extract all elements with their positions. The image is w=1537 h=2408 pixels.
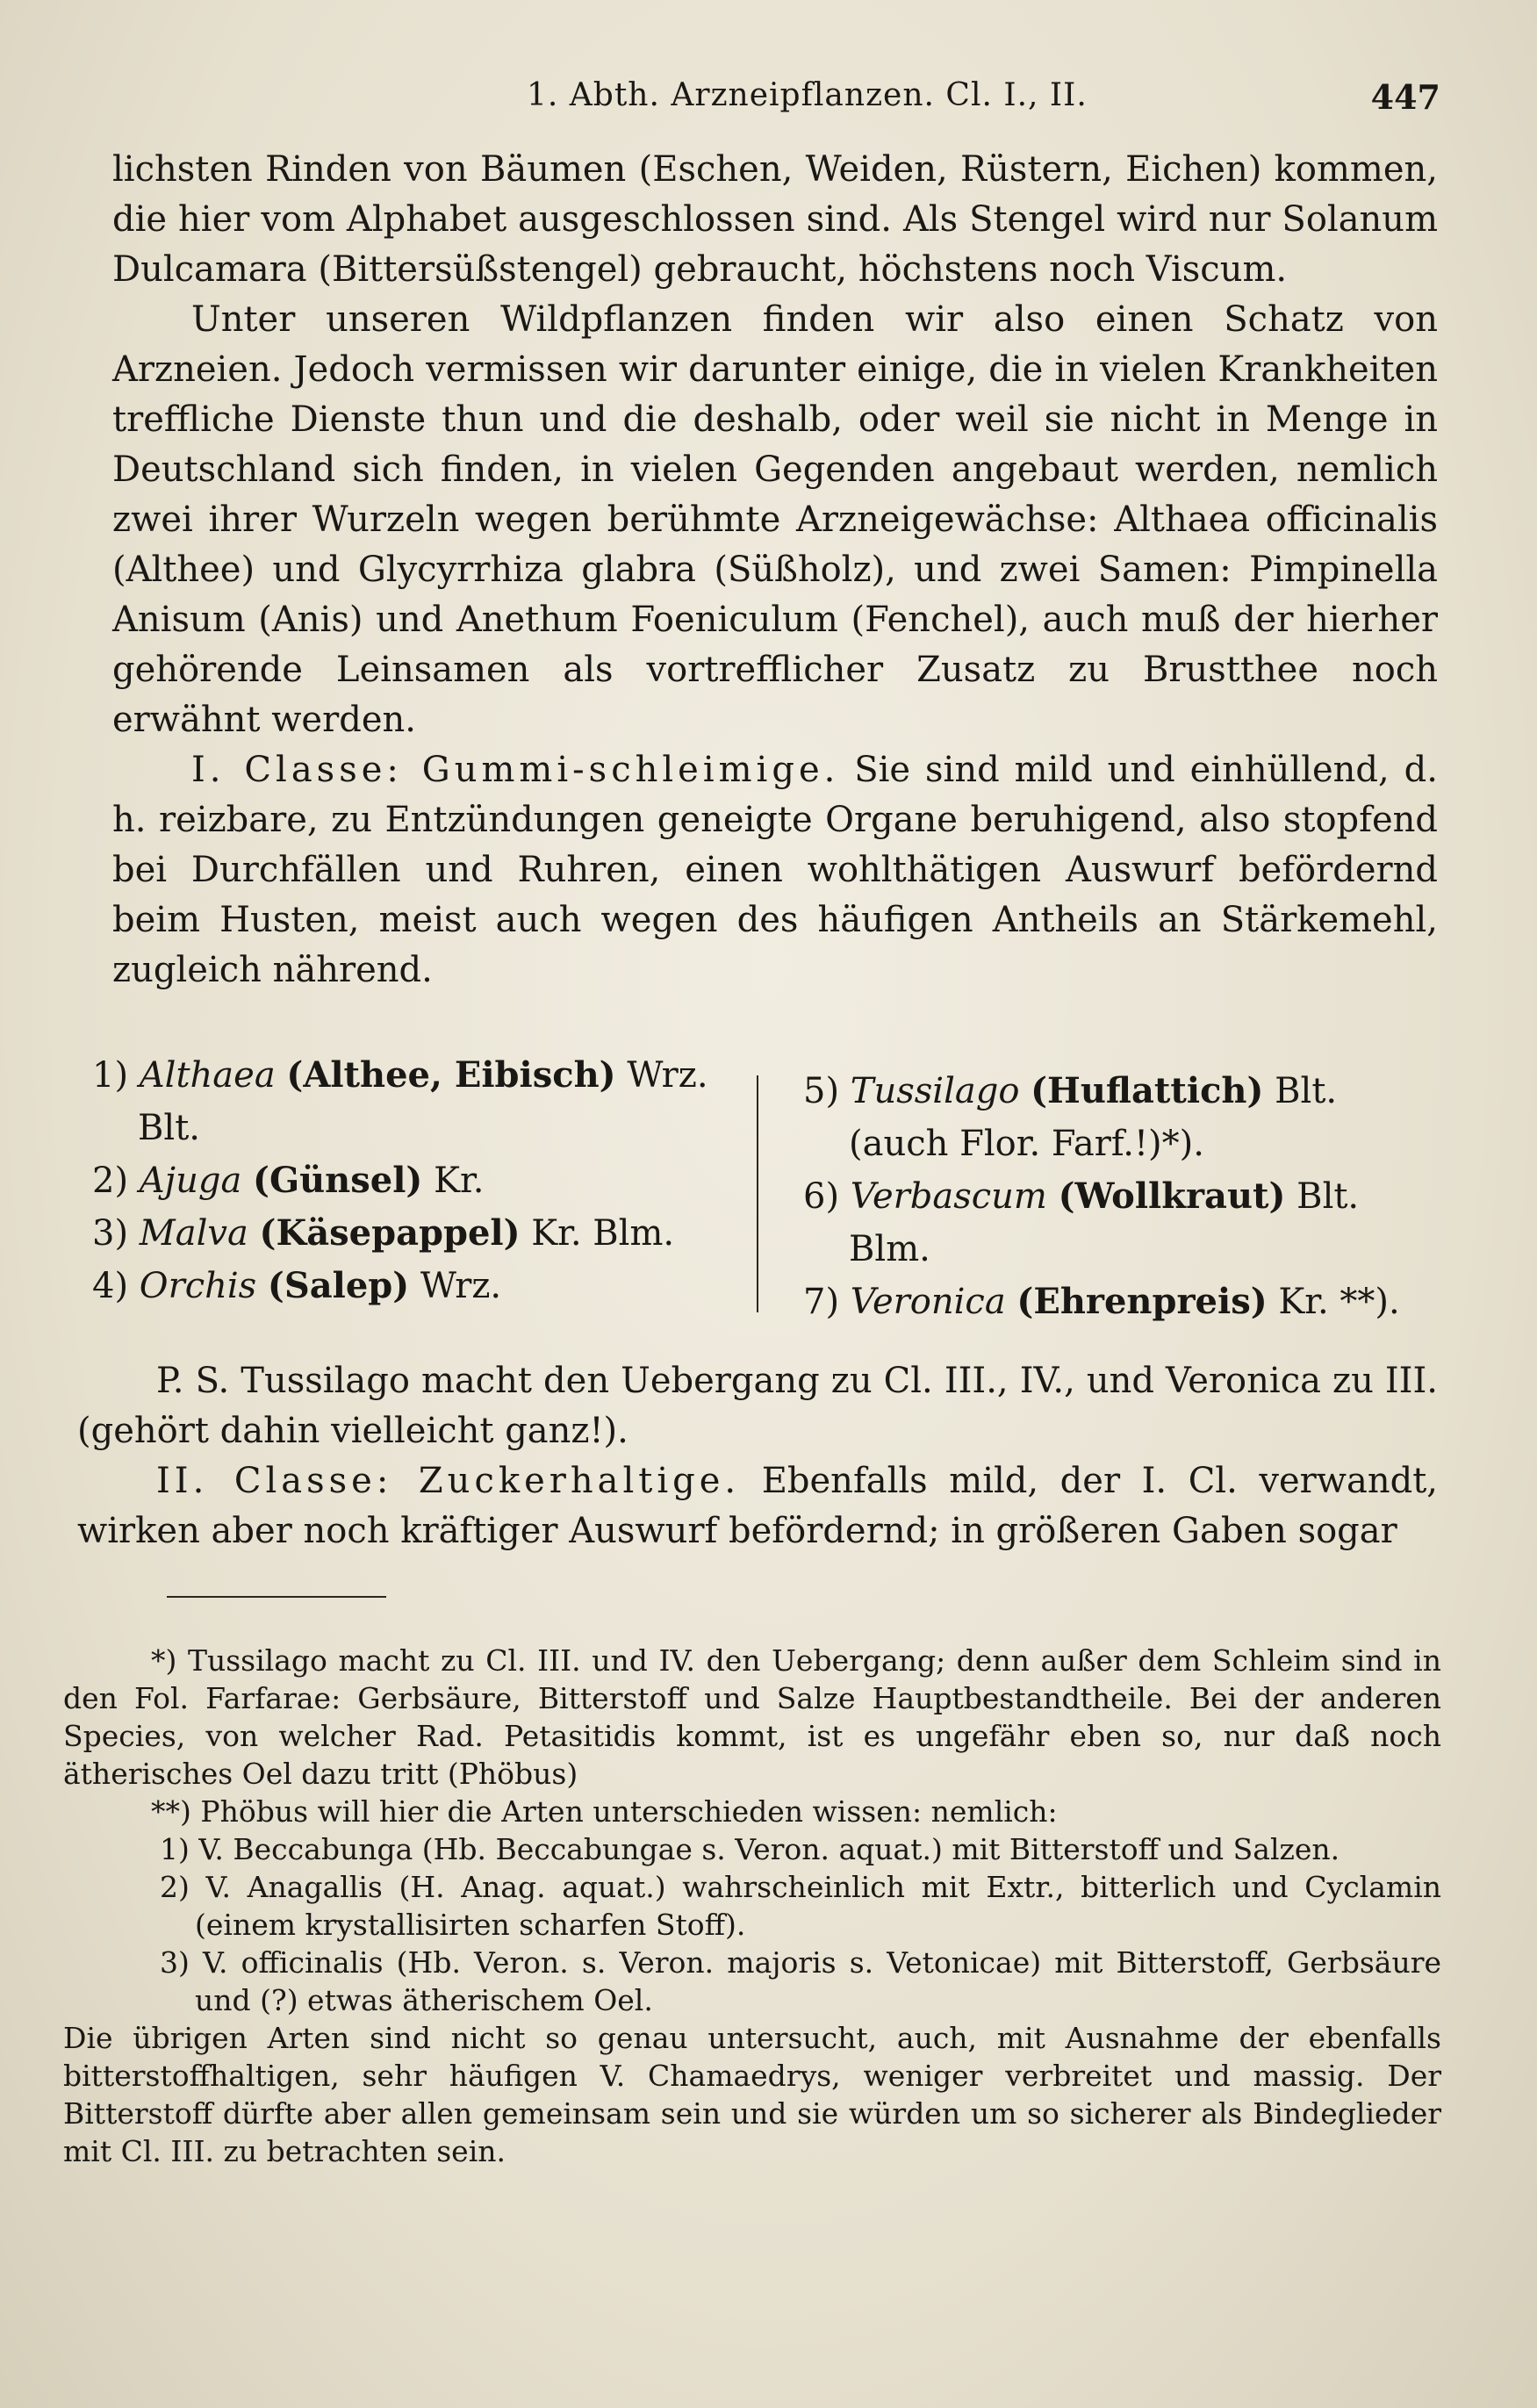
class-1-heading: I. Classe: Gummi-schleimige. xyxy=(191,750,840,790)
common-name: (Salep) xyxy=(267,1265,410,1306)
item-number: 1) xyxy=(92,1055,129,1096)
footnote-2-intro: **) Phöbus will hier die Arten unterschieden wissen: nemlich: xyxy=(151,1794,1058,1829)
list-item-continuation: (auch Flor. Farf.!)*). xyxy=(849,1124,1204,1164)
genus-name: Althaea xyxy=(139,1055,276,1096)
plant-parts: Blt. xyxy=(1296,1176,1360,1217)
footnote-2-item: 1) V. Beccabunga (Hb. Beccabungae s. Veron. aquat.) mit Bitterstoff und Salzen. xyxy=(160,1832,1340,1866)
list-item xyxy=(803,1065,1453,1118)
item-number: 6) xyxy=(803,1176,840,1217)
page-header xyxy=(114,77,1440,130)
genus-name: Veronica xyxy=(850,1282,1006,1322)
common-name: (Althee, Eibisch) xyxy=(286,1054,616,1096)
paragraph-1: lichsten Rinden von Bäumen (Eschen, Weiden, Rüstern, Eichen) kommen, die hier vom Alphabet ausgeschlossen sind. Als Stengel wird nur Solanum Dulcamara (Bittersüßstengel) gebraucht, höchstens noch Viscum. xyxy=(112,149,1438,290)
item-number: 7) xyxy=(803,1282,840,1322)
list-item xyxy=(92,1207,724,1260)
running-head: 1. Abth. Arzneipflanzen. Cl. I., II. xyxy=(527,77,1088,113)
plant-parts: Kr. **). xyxy=(1278,1282,1400,1322)
column-divider xyxy=(757,1075,758,1312)
common-name: (Käsepappel) xyxy=(259,1212,521,1254)
plant-parts: Kr. Blm. xyxy=(531,1213,675,1254)
item-number: 2) xyxy=(92,1161,129,1201)
list-item xyxy=(92,1260,724,1312)
plant-parts: Kr. xyxy=(434,1161,485,1201)
postscript-paragraph: P. S. Tussilago macht den Uebergang zu Cl. III., IV., und Veronica zu III. (gehört dahin vielleicht ganz!). xyxy=(77,1361,1438,1451)
page-number: 447 xyxy=(1370,77,1440,117)
class-2-description: Ebenfalls mild, der I. Cl. verwandt, wirken aber noch kräftiger Auswurf befördernd; in größeren Gaben sogar xyxy=(77,1461,1438,1551)
common-name: (Ehrenpreis) xyxy=(1016,1281,1268,1322)
main-text-continued xyxy=(77,1356,1438,1556)
genus-name: Ajuga xyxy=(139,1161,242,1201)
list-item xyxy=(92,1154,724,1207)
list-item-continuation: Blt. xyxy=(138,1108,200,1148)
footnote-rule xyxy=(167,1596,386,1598)
item-number: 3) xyxy=(92,1213,129,1254)
class-2-heading: II. Classe: Zuckerhaltige. xyxy=(156,1461,741,1501)
genus-name: Tussilago xyxy=(850,1071,1020,1111)
genus-name: Orchis xyxy=(139,1266,257,1306)
plant-parts: Wrz. xyxy=(420,1266,502,1306)
list-item xyxy=(803,1170,1453,1223)
common-name: (Günsel) xyxy=(253,1160,423,1201)
footnote-2-tail: Die übrigen Arten sind nicht so genau untersucht, auch, mit Ausnahme der ebenfalls bitterstoffhaltigen, sehr häufigen V. Chamaedrys, weniger verbreitet und massig. Der Bitterstoff dürfte aber allen gemeinsam sein und sie würden um so sicherer als Bindeglieder mit Cl. III. zu betrachten sein. xyxy=(63,2021,1441,2168)
list-item xyxy=(92,1049,724,1102)
item-number: 5) xyxy=(803,1071,840,1111)
main-text xyxy=(112,145,1438,996)
footnote-1: *) Tussilago macht zu Cl. III. und IV. den Uebergang; denn außer dem Schleim sind in den Fol. Farfarae: Gerbsäure, Bitterstoff und Salze Hauptbestandtheile. Bei der anderen Species, von welcher Rad. Petasitidis kommt, ist es ungefähr eben so, nur daß noch ätherisches Oel dazu tritt (Phöbus) xyxy=(63,1643,1441,1791)
footnote-2-item: 3) V. officinalis (Hb. Veron. s. Veron. majoris s. Vetonicae) mit Bitterstoff, Gerbsäure und (?) etwas ätherischem Oel. xyxy=(160,1945,1441,2017)
paragraph-class-1 xyxy=(112,745,1438,996)
list-column-left xyxy=(92,1049,724,1312)
list-item xyxy=(803,1276,1453,1328)
class-1-plant-list xyxy=(92,1049,1444,1339)
list-item-continuation: Blm. xyxy=(849,1229,930,1269)
genus-name: Verbascum xyxy=(850,1176,1047,1217)
plant-parts: Wrz. xyxy=(627,1055,708,1096)
item-number: 4) xyxy=(92,1266,129,1306)
common-name: (Wollkraut) xyxy=(1058,1175,1286,1217)
class-1-description: Sie sind mild und einhüllend, d. h. reizbare, zu Entzündungen geneigte Organe beruhigend, also stopfend bei Durchfällen und Ruhren, einen wohlthätigen Auswurf befördernd beim Husten, meist auch wegen des häufigen Antheils an Stärkemehl, zugleich nährend. xyxy=(112,750,1438,990)
paragraph-class-2 xyxy=(77,1456,1438,1556)
plant-parts: Blt. xyxy=(1275,1071,1338,1111)
footnotes xyxy=(63,1642,1441,2170)
genus-name: Malva xyxy=(139,1213,248,1254)
footnote-2-item: 2) V. Anagallis (H. Anag. aquat.) wahrscheinlich mit Extr., bitterlich und Cyclamin (einem krystallisirten scharfen Stoff). xyxy=(160,1870,1441,1942)
list-column-right xyxy=(803,1065,1453,1328)
common-name: (Huflattich) xyxy=(1031,1070,1264,1111)
paragraph-2: Unter unseren Wildpflanzen finden wir also einen Schatz von Arzneien. Jedoch vermissen wir darunter einige, die in vielen Krankheiten treffliche Dienste thun und die deshalb, oder weil sie nicht in Menge in Deutschland sich finden, in vielen Gegenden angebaut werden, nemlich zwei ihrer Wurzeln wegen berühmte Arzneigewächse: Althaea officinalis (Althee) und Glycyrrhiza glabra (Süßholz), und zwei Samen: Pimpinella Anisum (Anis) und Anethum Foeniculum (Fenchel), auch muß der hierher gehörende Leinsamen als vortrefflicher Zusatz zu Brustthee noch erwähnt werden. xyxy=(112,299,1438,740)
